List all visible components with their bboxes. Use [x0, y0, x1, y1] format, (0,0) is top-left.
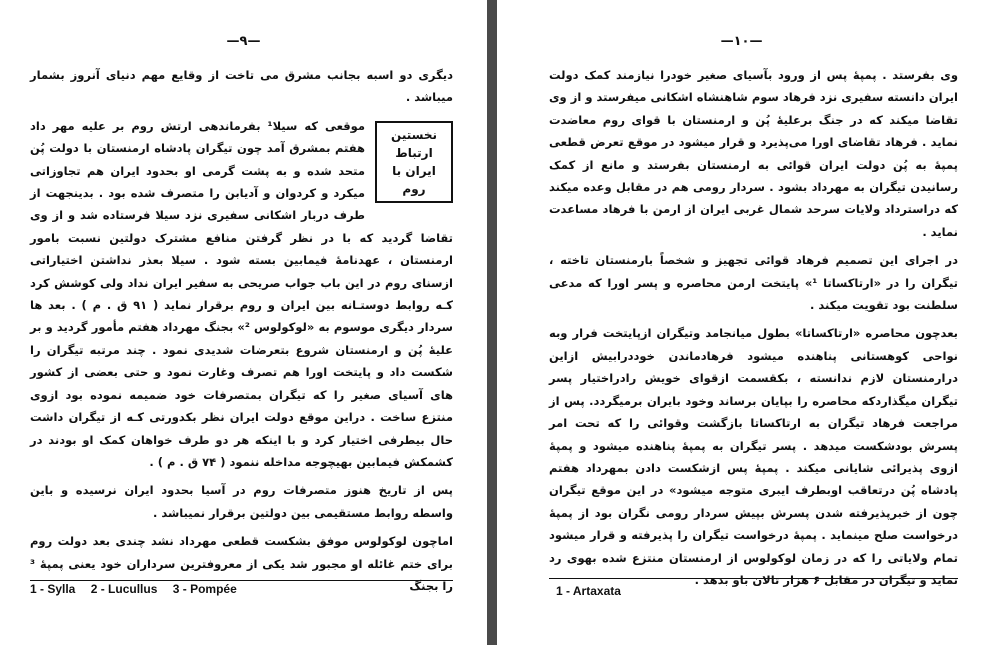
footnotes — [556, 584, 621, 598]
paragraph: بعدچون محاصره «ارتاکساتا» بطول میانجامد وتیگران ازپایتخت فرار وبه نواحی کوهستانی پناهنده میشود فرهادماندن خوددرابیش ازاین درارمنستان لازم ندانسته ، بکقسمت ازقوای خویش رادراختیار پسر تیگران میگذاردکه محاصره را بپایان برساند وخود بایران برمیگردد. پس از مراجعت فرهاد تیگران به ارتاکساتا بازگشت وقوائی را که تحت امر پسرش بودشکست میدهد . پسر تیگران به پمپهٔ پناهنده میشود و پمپهٔ ازوی پذیرائی شایانی میکند . پمپهٔ پس ازشکست دادن بمهرداد هفتم پادشاه پُن درتعاقب اوبطرف ایبری متوجه میشود» در این موقع تیگران چون از خبرپذیرفته شدن پسرش بپیش سردار رومی نگران بود از پمپهٔ درخواست صلح مینماید . پمپهٔ درخواست تیگران را پذیرفته و قرار میشود تمام ولایاتی را که در زمان لوکولوس از ارمنستان منتزع شده بهوی رد نماید و تیگران در مقابل ۶ هزار تالان باو بدهد . — [549, 326, 958, 587]
right-page — [497, 0, 986, 645]
footnote: 2 - Lucullus — [90, 582, 158, 596]
footnote-divider — [549, 578, 958, 579]
footnote-divider — [30, 580, 453, 581]
margin-note: نخستین ارتباط ایران با روم — [375, 121, 453, 203]
footnote: 3 - Pompée — [172, 582, 237, 596]
paragraph: وی بفرستد . پمپهٔ پس از ورود بآسیای صغیر خودرا نیازمند کمک دولت ایران دانسته سفیری نزد فرهاد سوم شاهنشاه اشکانی میفرستد و از وی تقاضا میکند که در جنگ برعلیهٔ پُن و ارمنستان با قوای روم معاضدت نماید . فرهاد تقاضای اورا می‌پذیرد و قرار میشود در موقع تعرض قطعی پمپهٔ به پُن دولت ایران قوائی به ارمنستان بفرستد و مانع از کمک رسانیدن تیگران به مهرداد بشود . سردار رومی هم در مقابل وعده میکند که دراسترداد ولایات سرحد شمال غربی ایران از ارمن با فرهاد مساعدت نماید . — [549, 68, 958, 239]
book-gutter — [487, 0, 497, 645]
page-text — [549, 64, 958, 587]
paragraph: در اجرای این تصمیم فرهاد قوائی تجهیز و شخصاً بارمنستان تاخته ، تیگران را در «ارتاکساتا ¹» پایتخت ارمن محاصره و پسر اورا که مدعی سلطنت بود تقویت میکند . — [549, 253, 958, 313]
footnote: 1 - Sylla — [30, 582, 76, 596]
paragraph: موقعی که سیلا¹ بفرماندهی ارتش روم بر علیه مهر داد هفتم بمشرق آمد چون تیگران پادشاه ارمنستان با دولت پُن متحد شده و به پشت گرمی او بحدود ایران هم تجاوزاتی میکرد و کردوان و آدیابن را متصرف شده بود . بدینجهت از طرف دربار اشکانی سفیری نزد سیلا فرستاده شد و از وی تقاضا گردید که با در نظر گرفتن منافع مشترک دولتین نسبت بامور ارمنستان ، عهدنامهٔ فیمابین بسته شود . سیلا بعذر نداشتن اختیاراتی ازسنای روم در این باب جواب صریحی به سفیر ایران نداد ولی کوشش کرد کـه روابط دوستـانه بین ایران و روم برقرار نماید ( ۹۱ ق . م ) . بعد ها سردار دیگری موسوم به «لوکولوس ²» بجنگ مهرداد هفتم مأمور گردید و بر علیهٔ پُن و ارمنستان شروع بتعرضات شدیدی نمود . چند مرتبه تیگران را شکست داد و پایتخت اورا هم تصرف وغارت نمود و حتی بعضی از کشور های آسیای صغیر را که تیگران بمتصرفات خود ضمیمه نموده بود ازوی منتزع ساخت . دراین موقع دولت ایران نظر بکدورتی کـه از تیگران داشت حال بیطرفی اختیار کرد و با اینکه هر دو طرف خواهان کمک او بودند در کشمکش فیمابین بهیچوجه مداخله ننمود ( ۷۴ ق . م ) . — [30, 118, 453, 469]
paragraph: دیگری دو اسبه بجانب مشرق می تاخت از وقایع مهم دنیای آنروز بشمار میباشد . — [30, 68, 453, 105]
paragraph: اماچون لوکولوس موفق بشکست قطعی مهرداد نشد چندی بعد دولت روم برای ختم غائله او مجبور شد یکی از معروفترین سرداران خود یعنی پمپهٔ ³ را بجنگ — [30, 534, 453, 593]
footnotes — [30, 582, 249, 596]
footnote: 1 - Artaxata — [556, 584, 621, 598]
paragraph: پس از تاریخ هنوز متصرفات روم در آسیا بحدود ایران نرسیده و باین واسطه روابط مستقیمی بین دولتین برقرار نمیباشد . — [30, 483, 453, 520]
left-page — [0, 0, 487, 645]
page-number: —١٠— — [720, 34, 763, 49]
page-number: —٩— — [226, 34, 261, 49]
